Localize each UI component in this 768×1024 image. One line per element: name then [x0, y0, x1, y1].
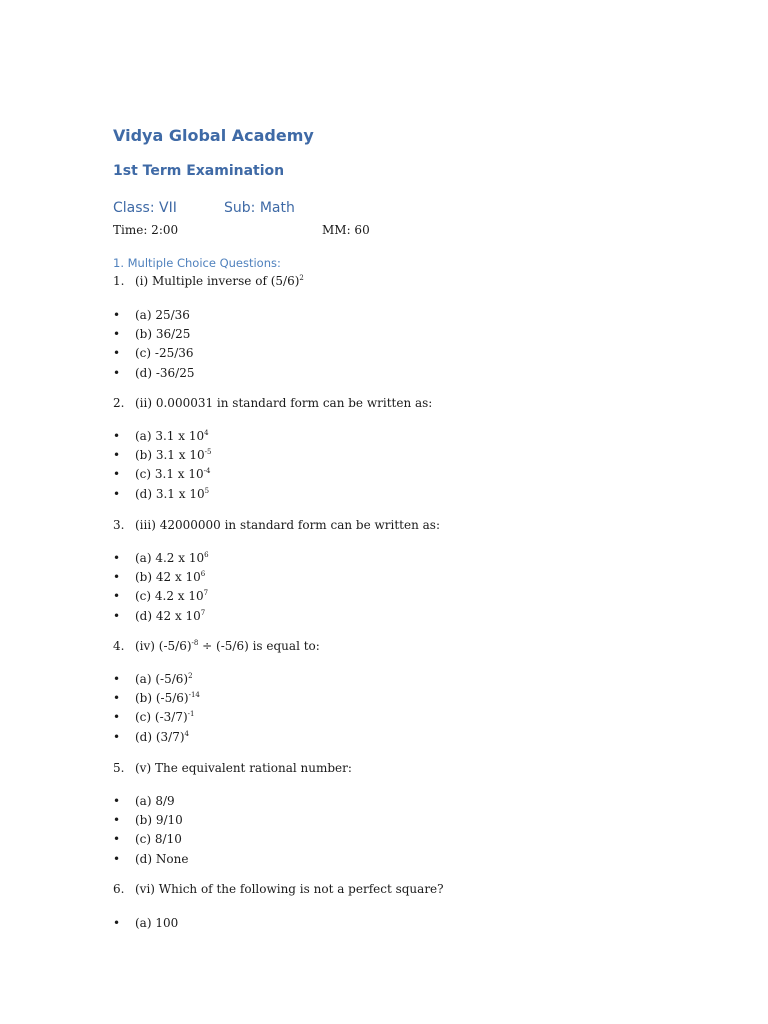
option-text [135, 344, 194, 363]
bullet-icon: • [113, 851, 121, 866]
option-exponent: 4 [184, 729, 190, 738]
option-exponent: 2 [188, 672, 193, 680]
option-text [135, 914, 178, 933]
option-exponent: 6 [204, 551, 209, 559]
question-stem [113, 396, 432, 410]
option-label: (d) 42 x 10 [135, 608, 201, 623]
option-text [135, 568, 205, 587]
option-label: (c) 3.1 x 10 [135, 467, 204, 482]
exam-title: 1st Term Examination [113, 163, 285, 179]
question-number: 1. [113, 274, 125, 288]
bullet-icon: • [113, 551, 121, 565]
option-text [135, 485, 209, 504]
option-text [135, 427, 209, 446]
question-text: (ii) 0.000031 in standard form can be written as: [135, 396, 433, 410]
bullet-icon: • [113, 467, 121, 482]
question-text: (i) Multiple inverse of (5/6) [135, 274, 300, 288]
option-exponent: 7 [203, 589, 209, 598]
question-stem [113, 882, 444, 896]
option-text [135, 587, 208, 606]
bullet-icon: • [113, 570, 121, 585]
option-label: (b) 3.1 x 10 [135, 448, 205, 463]
question-number: 4. [113, 639, 125, 653]
option-text [135, 850, 188, 869]
bullet-icon: • [113, 916, 121, 930]
option-text [135, 607, 205, 626]
question-text: (iv) (-5/6) [135, 639, 192, 653]
subject-label: Sub: Math [224, 200, 295, 216]
option-label: (a) 4.2 x 10 [135, 551, 205, 565]
option-exponent: -4 [203, 467, 211, 476]
option-text [135, 325, 190, 344]
option-exponent: -1 [187, 710, 195, 719]
option-exponent: -5 [204, 448, 212, 457]
bullet-icon: • [113, 308, 121, 322]
option-label: (d) (3/7) [135, 729, 185, 744]
bullet-icon: • [113, 365, 121, 380]
option-label: (c) 4.2 x 10 [135, 589, 204, 604]
option-exponent: 7 [200, 608, 206, 617]
bullet-icon: • [113, 608, 121, 623]
option-label: (c) 8/10 [135, 832, 182, 847]
option-exponent: -14 [188, 691, 200, 700]
exponent: -8 [191, 639, 199, 647]
section-title: 1. Multiple Choice Questions: [113, 256, 281, 270]
bullet-icon: • [113, 429, 121, 443]
bullet-icon: • [113, 448, 121, 463]
option-text [135, 306, 190, 325]
option-label: (a) 8/9 [135, 794, 175, 808]
option-text [135, 728, 189, 747]
option-text [135, 708, 194, 727]
option-text [135, 670, 193, 689]
question-number: 3. [113, 518, 125, 532]
option-text [135, 446, 211, 465]
option-label: (b) 9/10 [135, 813, 183, 828]
class-subject-line [113, 200, 295, 216]
bullet-icon: • [113, 729, 121, 744]
option-label: (b) 36/25 [135, 327, 191, 342]
bullet-icon: • [113, 327, 121, 342]
option-label: (d) 3.1 x 10 [135, 486, 205, 501]
question-number: 5. [113, 761, 125, 775]
option-label: (a) 3.1 x 10 [135, 429, 205, 443]
option-label: (d) None [135, 851, 189, 866]
option-exponent: 4 [204, 429, 209, 437]
bullet-icon: • [113, 691, 121, 706]
question-number: 6. [113, 882, 125, 896]
option-text [135, 792, 175, 811]
option-text [135, 811, 183, 830]
question-text: (vi) Which of the following is not a perfect square? [135, 882, 444, 896]
exam-meta [113, 223, 768, 241]
question-number: 2. [113, 396, 125, 410]
option-label: (a) 100 [135, 916, 179, 930]
question-stem [113, 518, 440, 532]
question-text: (v) The equivalent rational number: [135, 761, 352, 775]
option-label: (b) 42 x 10 [135, 570, 201, 585]
bullet-icon: • [113, 710, 121, 725]
max-marks-label: MM: 60 [322, 223, 370, 237]
option-label: (b) (-5/6) [135, 691, 189, 706]
option-label: (a) (-5/6) [135, 672, 189, 686]
option-text [135, 549, 209, 568]
option-exponent: 5 [204, 486, 210, 495]
option-exponent: 6 [200, 570, 206, 579]
exponent: 2 [299, 274, 304, 282]
option-text [135, 830, 182, 849]
bullet-icon: • [113, 794, 121, 808]
bullet-icon: • [113, 486, 121, 501]
option-label: (c) -25/36 [135, 346, 194, 361]
question-stem [113, 761, 352, 775]
question-stem [113, 274, 304, 288]
bullet-icon: • [113, 832, 121, 847]
question-text-continued: ÷ (-5/6) is equal to: [198, 639, 320, 653]
bullet-icon: • [113, 672, 121, 686]
option-text [135, 364, 195, 383]
option-text [135, 689, 200, 708]
bullet-icon: • [113, 589, 121, 604]
question-text: (iii) 42000000 in standard form can be written as: [135, 518, 440, 532]
school-name: Vidya Global Academy [113, 126, 314, 145]
option-label: (d) -36/25 [135, 365, 195, 380]
option-label: (c) (-3/7) [135, 710, 188, 725]
bullet-icon: • [113, 813, 121, 828]
question-stem [113, 639, 320, 653]
bullet-icon: • [113, 346, 121, 361]
option-label: (a) 25/36 [135, 308, 190, 322]
option-text [135, 465, 210, 484]
time-label: Time: 2:00 [113, 223, 179, 237]
class-label: Class: VII [113, 200, 177, 216]
